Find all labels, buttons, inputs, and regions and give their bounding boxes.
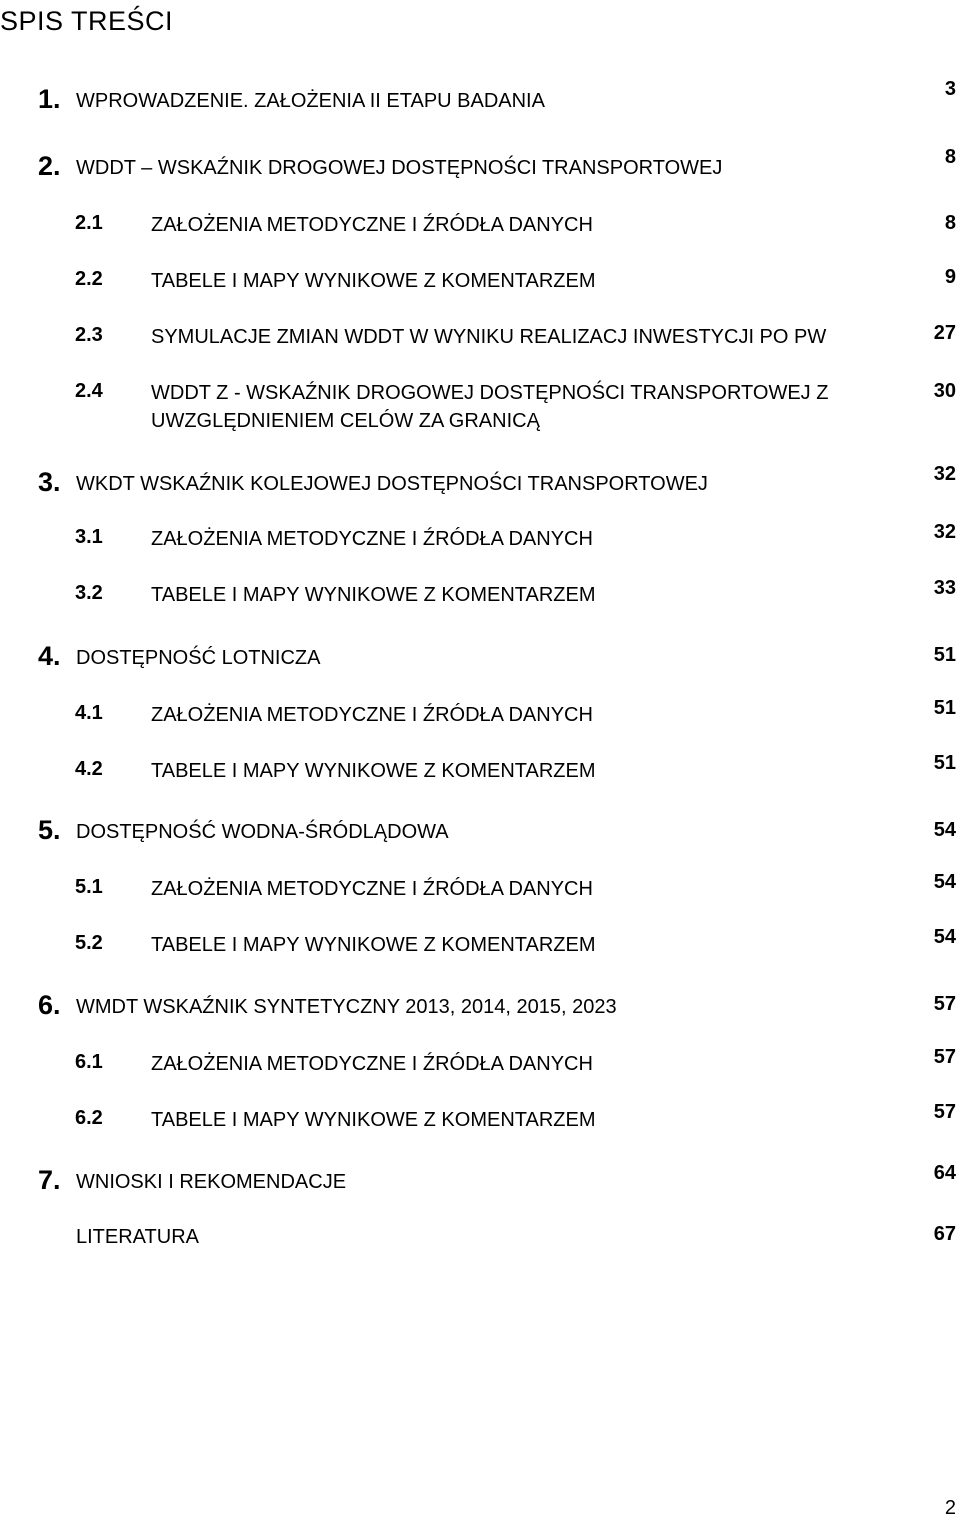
toc-entry-2-3[interactable] (0, 320, 960, 360)
toc-entry-7[interactable] (0, 1162, 960, 1205)
entry-page: 30 (933, 380, 956, 402)
entry-page: 54 (933, 819, 956, 841)
entry-number: 6.1 (75, 1051, 103, 1073)
toc-entry-3-1[interactable] (0, 522, 960, 562)
entry-label: WDDT – WSKAŹNIK DROGOWEJ DOSTĘPNOŚCI TRANSPORTOWEJ (76, 157, 723, 179)
entry-page: 3 (944, 78, 956, 100)
entry-number: 1. (38, 84, 61, 114)
entry-page: 27 (933, 322, 956, 344)
entry-label: ZAŁOŻENIA METODYCZNE I ŹRÓDŁA DANYCH (151, 214, 593, 236)
entry-number: 5.1 (75, 876, 103, 898)
entry-label: ZAŁOŻENIA METODYCZNE I ŹRÓDŁA DANYCH (151, 704, 593, 726)
entry-number: 6. (38, 990, 61, 1020)
entry-number: 6.2 (75, 1107, 103, 1129)
entry-page: 51 (933, 752, 956, 774)
entry-page: 57 (933, 1101, 956, 1123)
entry-label: TABELE I MAPY WYNIKOWE Z KOMENTARZEM (151, 1109, 596, 1131)
toc-entry-2[interactable] (0, 146, 960, 191)
entry-number: 2.4 (75, 380, 103, 402)
entry-number: 4. (38, 641, 61, 671)
entry-label: ZAŁOŻENIA METODYCZNE I ŹRÓDŁA DANYCH (151, 528, 593, 550)
entry-page: 51 (933, 697, 956, 719)
entry-label: DOSTĘPNOŚĆ LOTNICZA (76, 647, 321, 669)
entry-page: 32 (933, 521, 956, 543)
entry-number: 2.1 (75, 212, 103, 234)
entry-label: ZAŁOŻENIA METODYCZNE I ŹRÓDŁA DANYCH (151, 1053, 593, 1075)
entry-label: ZAŁOŻENIA METODYCZNE I ŹRÓDŁA DANYCH (151, 878, 593, 900)
entry-page: 57 (933, 1046, 956, 1068)
entry-number: 3.2 (75, 582, 103, 604)
entry-number: 5. (38, 815, 61, 845)
entry-page: 33 (933, 577, 956, 599)
toc-entry-2-2[interactable] (0, 264, 960, 304)
entry-label: WPROWADZENIE. ZAŁOŻENIA II ETAPU BADANIA (76, 90, 545, 112)
toc-entry-4-2[interactable] (0, 754, 960, 794)
entry-number: 5.2 (75, 932, 103, 954)
entry-page: 32 (933, 463, 956, 485)
entry-page: 9 (944, 266, 956, 288)
page-title: SPIS TREŚCI (0, 6, 174, 36)
entry-label: WDDT Z - WSKAŹNIK DROGOWEJ DOSTĘPNOŚCI TRANSPORTOWEJ Z UWZGLĘDNIENIEM CELÓW ZA GRANICĄ (151, 382, 829, 432)
entry-page: 67 (933, 1223, 956, 1245)
entry-number: 4.2 (75, 758, 103, 780)
toc-entry-4-1[interactable] (0, 698, 960, 738)
entry-page: 51 (933, 644, 956, 666)
entry-label: TABELE I MAPY WYNIKOWE Z KOMENTARZEM (151, 270, 596, 292)
entry-label: WMDT WSKAŹNIK SYNTETYCZNY 2013, 2014, 2015, 2023 (76, 996, 617, 1018)
toc-entry-3-2[interactable] (0, 578, 960, 618)
toc-entry-2-1[interactable] (0, 208, 960, 248)
toc-entry-6-2[interactable] (0, 1103, 960, 1143)
entry-label: TABELE I MAPY WYNIKOWE Z KOMENTARZEM (151, 934, 596, 956)
entry-number: 4.1 (75, 702, 103, 724)
entry-number: 2.3 (75, 324, 103, 346)
entry-number: 2. (38, 151, 61, 181)
entry-number: 2.2 (75, 268, 103, 290)
entry-label: SYMULACJE ZMIAN WDDT W WYNIKU REALIZACJ INWESTYCJI PO PW (151, 326, 827, 348)
entry-number: 3. (38, 467, 61, 497)
toc-entry-literatura[interactable] (0, 1220, 960, 1260)
toc-entry-5[interactable] (0, 815, 960, 855)
entry-label: DOSTĘPNOŚĆ WODNA-ŚRÓDLĄDOWA (76, 821, 449, 843)
entry-label: WKDT WSKAŹNIK KOLEJOWEJ DOSTĘPNOŚCI TRANSPORTOWEJ (76, 473, 708, 495)
page-number: 2 (944, 1497, 956, 1519)
toc-entry-1[interactable] (0, 78, 960, 124)
entry-label: TABELE I MAPY WYNIKOWE Z KOMENTARZEM (151, 584, 596, 606)
toc-entry-6[interactable] (0, 990, 960, 1030)
entry-page: 8 (944, 146, 956, 168)
toc-entry-2-4[interactable] (0, 376, 960, 440)
entry-number: 3.1 (75, 526, 103, 548)
toc-entry-5-1[interactable] (0, 872, 960, 912)
toc-entry-3[interactable] (0, 463, 960, 507)
entry-label: TABELE I MAPY WYNIKOWE Z KOMENTARZEM (151, 760, 596, 782)
entry-page: 57 (933, 993, 956, 1015)
entry-page: 54 (933, 871, 956, 893)
toc-entry-5-2[interactable] (0, 928, 960, 968)
entry-label: WNIOSKI I REKOMENDACJE (76, 1171, 347, 1193)
entry-page: 64 (933, 1162, 956, 1184)
entry-number: 7. (38, 1165, 61, 1195)
toc-entry-4[interactable] (0, 641, 960, 681)
entry-page: 8 (944, 212, 956, 234)
toc-entry-6-1[interactable] (0, 1047, 960, 1087)
entry-page: 54 (933, 926, 956, 948)
entry-label: LITERATURA (76, 1226, 199, 1248)
